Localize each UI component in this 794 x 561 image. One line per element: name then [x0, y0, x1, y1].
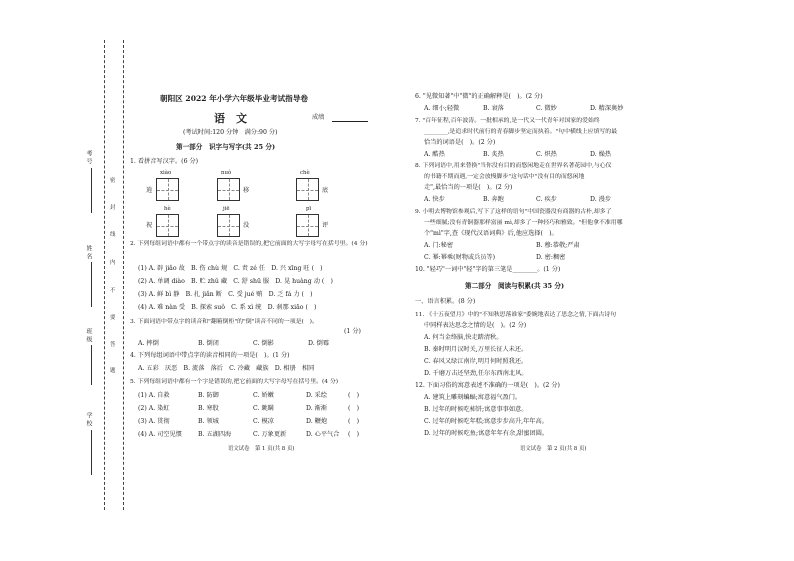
mifeng-char: 题	[110, 368, 116, 374]
q3-option: C. 倒影	[253, 340, 274, 347]
pinyin: jiē	[223, 206, 230, 212]
q11-text: 中同样表达思念之情的是( )。(2 分)	[424, 322, 527, 329]
q6-option: D. 精深奥妙	[590, 105, 624, 112]
word-char: 祝	[146, 222, 153, 229]
page-footer: 语文试卷 第 2 页(共 8 页)	[520, 446, 587, 452]
subject-title: 语 文	[214, 112, 247, 125]
q12-option: D. 过年的时候吃鱼;寓意年年有余,甜蜜团圆。	[424, 430, 549, 437]
q8-option: D. 漫步	[590, 196, 612, 203]
pinyin: nuò	[221, 170, 232, 176]
binding-line-outer	[104, 40, 105, 510]
mifeng-char: 答	[110, 342, 116, 348]
pinyin: chè	[300, 170, 310, 176]
q7-option: A. 酷热	[424, 151, 445, 158]
q11-option: B. 秦时明月汉时关,万里长征人未还。	[424, 346, 528, 353]
q7-text: ________,是追求时代前行的青春脚步坚定而执着。"句中横线上应填写的最	[424, 129, 618, 135]
q6-text: 6. "见微知著"中"微"的正确解释是( )。(2 分)	[415, 93, 543, 100]
q5-cell: (2) A. 染虹	[138, 405, 170, 412]
q8-text: 的书籍不期而遇,一定会放慢脚步"这句话中"没有目的而悠闲地	[424, 174, 585, 180]
banji-label: 班级	[85, 328, 92, 344]
q5-cell: (3) A. 贯彻	[138, 418, 170, 425]
q12-option: B. 过年的时候吃柿饼;寓意事事如意。	[424, 406, 528, 413]
q5-text: 5. 下列每组词语中都有一个字是错误的,把它前面的大写字母写在括号里。(4 分)	[130, 379, 339, 385]
q11-option: D. 千磨万击还坚劲,任尔东西南北风。	[424, 370, 528, 377]
q5-cell: D. 渐渐	[306, 405, 328, 412]
q5-cell: (4) A. 司空见惯	[138, 431, 182, 438]
q12-option: C. 过年的时候吃年糕;寓意步步高升,年年高。	[424, 418, 548, 425]
q8-option: B. 奔跑	[483, 196, 504, 203]
q5-cell: C. 万象更新	[253, 431, 287, 438]
q4-options: A. 五彩 厌恶 B. 流落 落后 C. 冷藏 藏族 D. 相册 相同	[138, 365, 315, 372]
q11-option: C. 春风又绿江南岸,明月何时照我还。	[424, 358, 528, 365]
part1-heading: 第一部分 识字与写字(共 25 分)	[176, 143, 276, 151]
q9-option: B. 穆:恭敬;严肃	[536, 242, 580, 249]
q5-cell: D. 采绘	[306, 392, 328, 399]
word-char: 评	[322, 222, 329, 229]
q5-cell: B. 防御	[198, 392, 219, 399]
q5-cell: C. 模凉	[253, 418, 274, 425]
q3-score: (1 分)	[344, 328, 361, 335]
q9-text: 一些细腻;没有青铜器那样富丽 mì,却多了一种轻巧和雅致。"但他拿不准用哪	[424, 220, 623, 226]
q9-text: 9. 小明去博物馆参观后,写下了这样的语句"中国瓷器没有商器的古朴,却多了	[415, 209, 612, 215]
q11-option: A. 何当金络脑,快走踏清秋。	[424, 334, 503, 341]
q5-cell: D. 鞭炮	[306, 418, 328, 425]
q8-text: 8. 下列词语中,用来替换"当你没有目的而悠闲地走在世界名著花园中,与心仪	[415, 163, 612, 169]
q2-row: (3) A. 鲜 bì 静 B. 扎 jiǎn 断 C. 受 jué 贿 D. 乏 fá 力 ( )	[138, 291, 313, 298]
mifeng-char: 不	[110, 288, 116, 294]
kaohao-label: 考号	[85, 150, 92, 166]
q3-option: D. 倒霉	[308, 340, 330, 347]
q5-cell: ( )	[348, 392, 360, 399]
q7-text: 7. "百年征程,百年波涛。一批相承的,是一代又一代青年对国家的爱始终	[415, 118, 600, 124]
writing-grid[interactable]	[217, 214, 240, 237]
xingming-label: 姓名	[85, 245, 92, 261]
score-label: 成绩	[312, 114, 325, 121]
q5-cell: C. 娇嫩	[253, 392, 274, 399]
q6-option: C. 微妙	[536, 105, 557, 112]
mifeng-char: 密	[110, 178, 116, 184]
xuexiao-line	[91, 430, 92, 475]
writing-grid[interactable]	[217, 178, 240, 201]
q5-cell: ( )	[348, 418, 360, 425]
writing-grid[interactable]	[156, 178, 179, 201]
q12-text: 12. 下面习俗的寓意表述不准确的一项是( )。(2 分)	[415, 382, 560, 389]
section1-heading: 一、语言积累。(8 分)	[415, 298, 476, 305]
q9-option: A. 门:秘密	[424, 242, 454, 249]
word-char: 没	[243, 222, 250, 229]
q2-row: (1) A. 辟 jiǎo 故 B. 伤 chù 规 C. 责 zé 任 D. 兴 xīng 旺 ( )	[138, 265, 323, 272]
word-char: 底	[322, 187, 329, 194]
binding-line-inner	[123, 40, 124, 510]
q6-option: B. 衰落	[483, 105, 504, 112]
pinyin: pī	[306, 206, 312, 212]
q8-option: A. 快步	[424, 196, 445, 203]
q9-text: 个"mì"字,查《现代汉语词典》后,他应选择( )。	[424, 230, 558, 237]
mifeng-char: 封	[110, 205, 116, 211]
q9-option: D. 密:稠密	[536, 254, 566, 261]
word-char: 逍	[146, 187, 153, 194]
q3-text: 3. 下面词语中带点字的读音和"翻箱倒柜"的"倒"读音不同的一项是( )。	[130, 319, 318, 325]
mifeng-char: 线	[110, 232, 116, 238]
q5-cell: ( )	[348, 431, 360, 438]
q10-text: 10. "轻巧"一词中"轻"字的第三笔是________。(1 分)	[415, 266, 561, 273]
pinyin: hè	[164, 206, 171, 212]
xingming-line	[91, 262, 92, 307]
q2-row: (4) A. 难 nàn 受 B. 探索 suǒ C. 系 xì 统 D. 刹那 xiāo ( )	[138, 304, 317, 311]
q5-cell: C. 眺瞒	[253, 405, 274, 412]
q12-option: A. 建筑上雕刻蝙蝠;寓意福气盈门。	[424, 394, 522, 401]
q5-cell: (1) A. 自救	[138, 392, 170, 399]
xuexiao-label: 学校	[85, 412, 92, 428]
q6-option: A. 细小;轻微	[424, 105, 460, 112]
q5-cell: B. 寒股	[198, 405, 219, 412]
kaohao-line	[91, 168, 92, 213]
q5-cell: ( )	[348, 405, 360, 412]
q1-text: 1. 看拼音写汉字。(6 分)	[130, 158, 199, 165]
part2-heading: 第二部分 阅读与积累(共 35 分)	[465, 282, 565, 290]
q7-option: C. 炽热	[536, 151, 557, 158]
q9-option: C. 幂:幂乘(财物或兵员等)	[424, 254, 496, 261]
q2-text: 2. 下列每组词语中都有一个带点字的读音是错误的,把它前面的大写字母写在括号里。(4 分)	[130, 241, 368, 247]
word-char: 移	[243, 187, 250, 194]
q7-option: D. 燥热	[590, 151, 612, 158]
q5-cell: B. 五湖四海	[198, 431, 232, 438]
q7-text: 恰当的词语是( )。(2 分)	[424, 139, 496, 146]
writing-grid[interactable]	[156, 214, 179, 237]
score-blank[interactable]	[332, 121, 368, 122]
banji-line	[91, 345, 92, 385]
q3-option: B. 倒闭	[198, 340, 219, 347]
q4-text: 4. 下列每组词语中带点字的读音相同的一项是( )。(1 分)	[130, 352, 290, 359]
exam-title: 朝阳区 2022 年小学六年级毕业考试指导卷	[160, 94, 308, 103]
pinyin: xiào	[160, 170, 172, 176]
writing-grid[interactable]	[296, 178, 319, 201]
time-info: (考试时间:120 分钟 满分:90 分)	[183, 129, 278, 136]
writing-grid[interactable]	[296, 214, 319, 237]
mifeng-char: 内	[110, 260, 116, 266]
q3-option: A. 摔倒	[138, 340, 159, 347]
page-footer: 语文试卷 第 1 页(共 8 页)	[228, 446, 295, 452]
q8-option: C. 疾步	[536, 196, 557, 203]
q2-row: (2) A. 单调 diào B. 贮 zhǔ 藏 C. 舒 shū 服 D. 晃 huàng 动 ( )	[138, 278, 333, 285]
q5-cell: D. 心平气合	[306, 431, 340, 438]
q8-text: 走",最恰当的一项是( )。(2 分)	[424, 184, 513, 191]
q7-option: B. 炙热	[483, 151, 504, 158]
mifeng-char: 要	[110, 315, 116, 321]
q11-text: 11. 《十五夜望月》中的"不知秋思落谁家"委婉地表达了思念之情,下面古诗句	[415, 312, 617, 318]
q5-cell: B. 领城	[198, 418, 219, 425]
